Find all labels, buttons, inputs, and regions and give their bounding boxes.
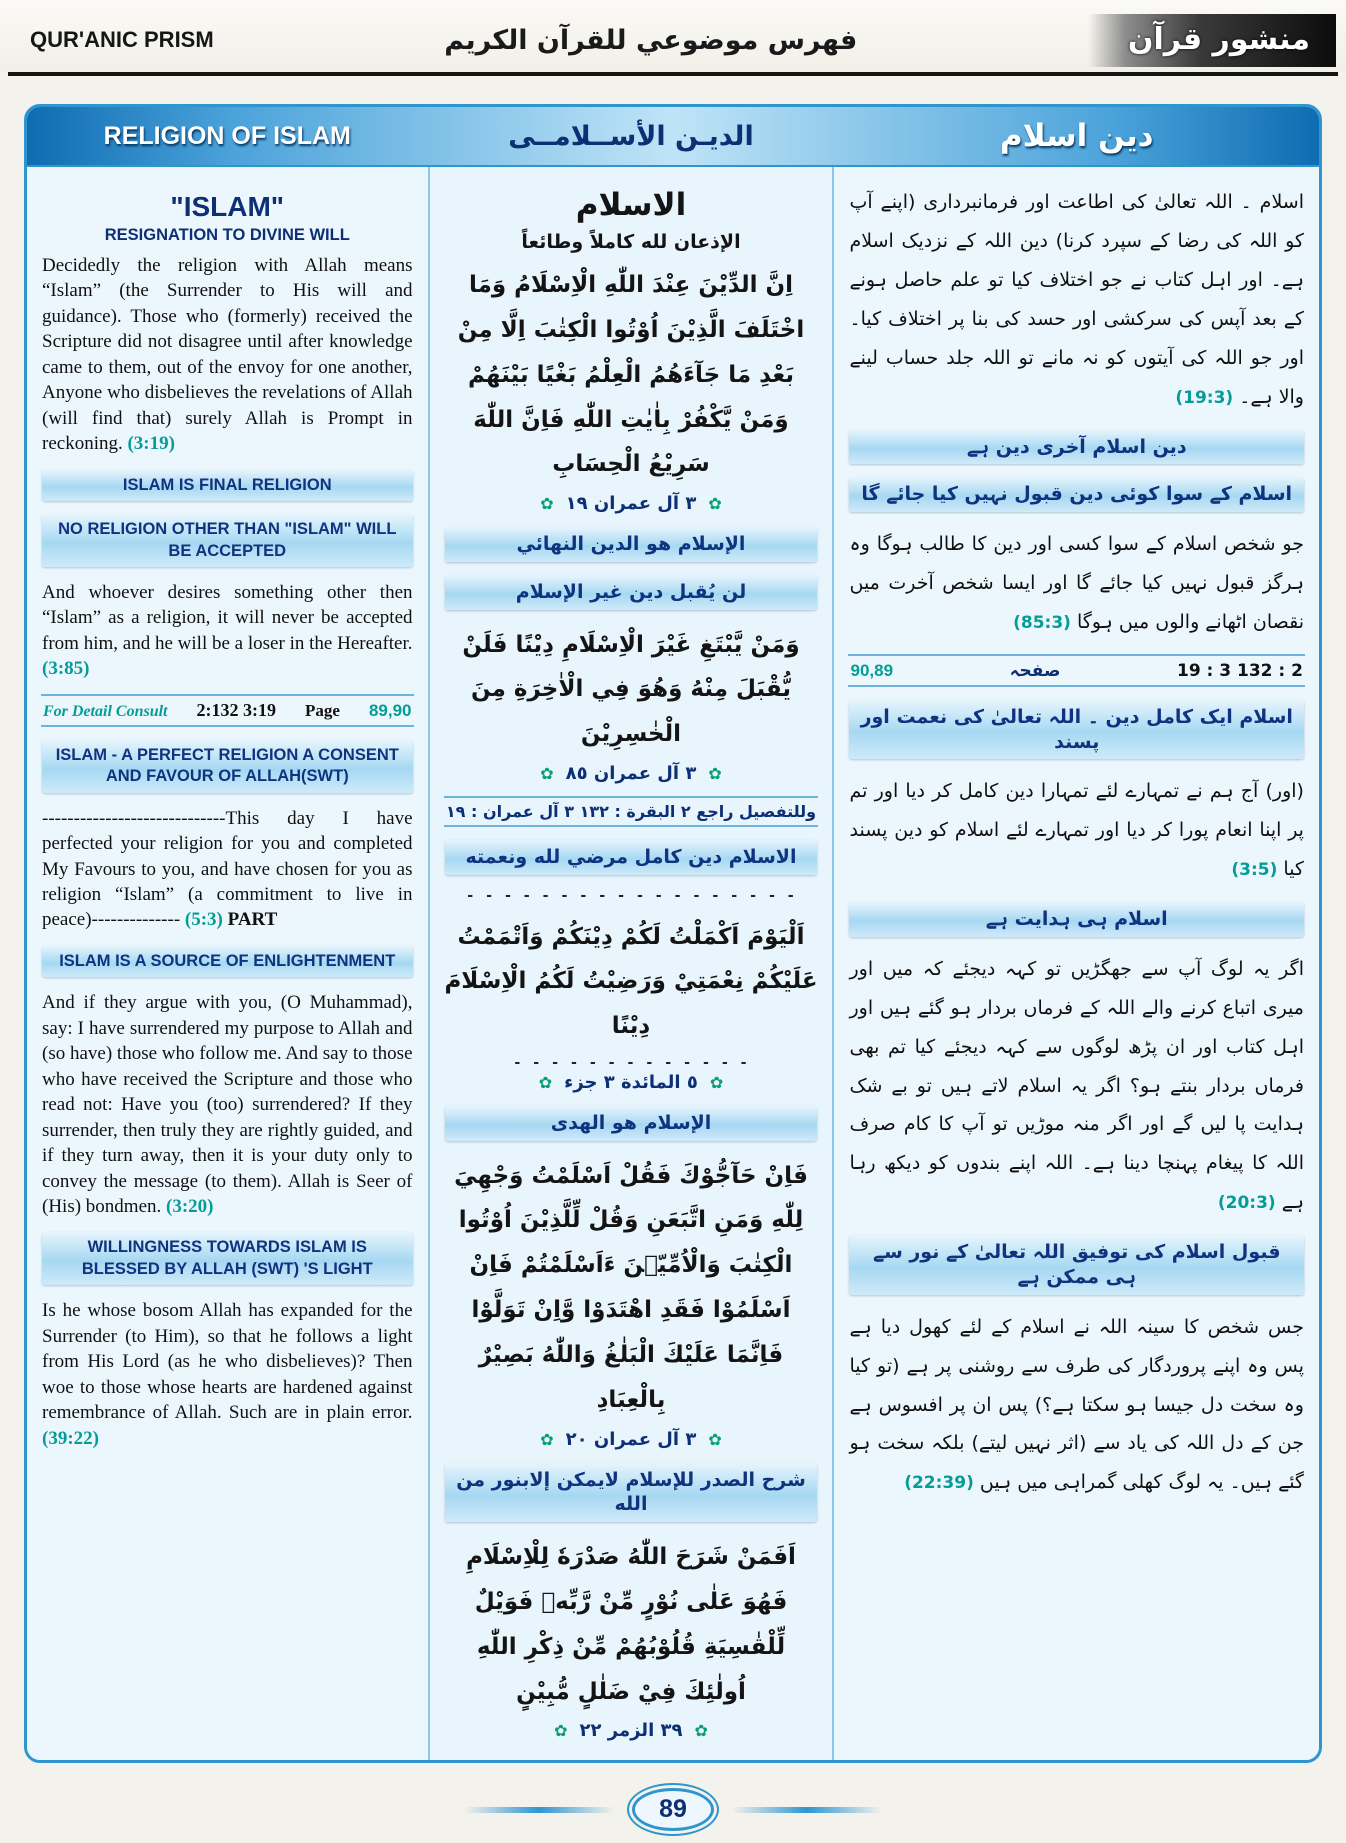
verse-citation: [444, 1072, 819, 1093]
verse-citation: [444, 1720, 819, 1741]
consult-refs: 2:132 3:19: [196, 699, 276, 720]
quran-verse: اَفَمَنْ شَرَحَ اللّٰهُ صَدْرَهٗ لِلْاِسْلَامِ فَهُوَ عَلٰى نُوْرٍ مِّنْ رَّبِّهٖ فَوَيْلٌ لِّلْقٰسِيَةِ قُلُوْبُهُمْ مِّنْ ذِكْرِ اللّٰهِ اُولٰئِكَ فِيْ ضَلٰلٍ مُّبِيْنٍ: [466, 1544, 796, 1705]
verse-citation: [444, 1429, 819, 1450]
paragraph-text: And whoever desires something other then “Islam” as a religion, it will never be accepted from him, and he will be a loser in the Hereafter.: [42, 581, 413, 654]
verse-reference: (3:20): [166, 1195, 214, 1217]
verse-reference: (3:85): [42, 658, 90, 680]
quran-verse: فَاِنْ حَآجُّوْكَ فَقُلْ اَسْلَمْتُ وَجْهِيَ لِلّٰهِ وَمَنِ اتَّبَعَنِ وَقُلْ لِّلَّذِيْنَ اُوْتُوا الْكِتٰبَ وَالْاُمِّيّٖنَ ءَاَسْلَمْتُمْ فَاِنْ اَسْلَمُوْا فَقَدِ اهْتَدَوْا وَّاِنْ تَوَلَّوْا فَاِنَّمَا عَلَيْكَ الْبَلٰغُ وَاللّٰهُ بَصِيْرٌ بِالْعِبَادِ: [454, 1162, 808, 1413]
footer-ornament-left: [464, 1807, 614, 1813]
book-title-english: QUR'ANIC PRISM: [30, 27, 214, 52]
topic-title-urdu: دین اسلام: [999, 118, 1154, 154]
paragraph-text: And if they argue with you, (O Muhammad), say: I have surrendered my purpose to Allah and (so have) those who follow me. And say to those who have received the Scripture and those who read not: Have you (too) surrendered? If they surrender, then truly they are rightly guided, and if they turn away, then it is your duty only to convey the message (to them). Allah is Seer of (His) bondmen.: [42, 992, 413, 1217]
section-banner: ISLAM - A PERFECT RELIGION A CONSENT AND FAVOUR OF ALLAH(SWT): [42, 740, 413, 793]
urdu-column: [834, 167, 1319, 1760]
verse-reference: (22:39): [904, 1473, 974, 1494]
english-paragraph: [42, 990, 413, 1219]
section-banner: دین اسلام آخری دین ہے: [849, 430, 1304, 465]
section-title-sub: الإذعان لله كاملاً وطائعاً: [521, 231, 741, 253]
verse-reference: (85:3): [1013, 612, 1071, 633]
flower-icon: ✿: [538, 1072, 553, 1092]
paragraph-text: -----------------------------This day I have perfected your religion for you and completed My Favours to you, and have chosen for you as religion “Islam” (a commitment to live in peace)--------------: [42, 807, 413, 931]
section-banner: اسلام کے سوا کوئی دین قبول نہیں کیا جائے گا: [849, 477, 1304, 512]
english-paragraph: [42, 253, 413, 457]
consult-pages: 90,89: [850, 660, 894, 680]
english-column: [27, 167, 428, 1760]
section-banner: اسلام ہی ہدایت ہے: [849, 902, 1304, 937]
urdu-paragraph: [849, 950, 1304, 1223]
verse-reference: (19:3): [1175, 387, 1234, 408]
page-number-badge: 89: [632, 1788, 714, 1831]
page-footer: [0, 1788, 1346, 1831]
citation-text: ٥ المائدة ٣ جزء: [564, 1071, 698, 1093]
flower-icon: ✿: [540, 1429, 554, 1449]
verse-citation: [444, 493, 819, 514]
section-banner: لن يُقبل دين غير الإسلام: [445, 575, 818, 610]
content-frame: [24, 104, 1322, 1763]
citation-text: ٣ آل عمران ١٩: [565, 493, 697, 515]
ellipsis-dashes: - - - - - - - - - - - - - - - - - -: [465, 887, 796, 904]
paragraph-text: Is he whose bosom Allah has expanded for the Surrender (to Him), so that he follows a light from His Lord (as he who disbelieves)? Then woe to those whose hearts are hardened against remembrance of Allah. Such are in plain error.: [42, 1300, 413, 1424]
flower-icon: ✿: [540, 764, 554, 784]
section-title-main: "ISLAM": [170, 191, 285, 222]
section-banner: شرح الصدر للإسلام لايمكن إلابنور من الله: [445, 1463, 818, 1522]
section-banner: الإسلام هو الدين النهائي: [445, 527, 818, 562]
topic-title-english: RELIGION OF ISLAM: [103, 121, 351, 150]
quran-verse: اِنَّ الدِّيْنَ عِنْدَ اللّٰهِ الْاِسْلَامُ وَمَا اخْتَلَفَ الَّذِيْنَ اُوْتُوا الْكِتٰبَ اِلَّا مِنْ بَعْدِ مَا جَآءَهُمُ الْعِلْمُ بَغْيًا بَيْنَهُمْ وَمَنْ يَّكْفُرْ بِاٰيٰتِ اللّٰهِ فَاِنَّ اللّٰهَ سَرِيْعُ الْحِسَابِ: [457, 272, 805, 478]
english-paragraph: [42, 580, 413, 682]
section-banner: قبول اسلام کی توفیق اللہ تعالیٰ کے نور سے ہی ممکن ہے: [849, 1235, 1304, 1294]
consult-reference-row-arabic: [444, 796, 819, 827]
verse-reference: (20:3): [1217, 1193, 1276, 1214]
section-banner: ISLAM IS FINAL RELIGION: [42, 470, 413, 501]
topic-title-arabic: الديـن الأســلامــى: [508, 120, 754, 152]
paragraph-text: (اور) آج ہم نے تمہارے لئے تمہارا دین کامل کر دیا اور تم پر اپنا انعام پورا کر دیا اور تمہارے لئے اسلام کو دین پسند کیا: [849, 780, 1304, 881]
section-title-english: [41, 191, 414, 245]
section-banner: الإسلام هو الهدى: [445, 1106, 818, 1141]
paragraph-text: جو شخص اسلام کے سوا کسی اور دین کا طالب ہوگا وہ ہرگز قبول نہیں کیا جائے گا اور ایسا شخص آخرت میں نقصان اٹھانے والوں میں ہوگا: [849, 533, 1304, 633]
urdu-paragraph: [849, 1308, 1304, 1503]
flower-icon: ✿: [694, 1721, 708, 1741]
flower-icon: ✿: [708, 1429, 722, 1449]
section-banner: ISLAM IS A SOURCE OF ENLIGHTENMENT: [42, 946, 413, 977]
consult-pages: 89,90: [368, 700, 412, 720]
urdu-paragraph: [849, 772, 1304, 889]
three-column-layout: [27, 167, 1319, 1760]
flower-icon: ✿: [708, 494, 722, 514]
consult-label: For Detail Consult: [43, 702, 168, 720]
part-note: PART: [227, 909, 278, 931]
consult-page-word: Page: [305, 700, 340, 720]
page-header: [0, 0, 1346, 72]
verse-reference: (5:3): [184, 909, 223, 931]
urdu-paragraph: [849, 525, 1304, 642]
citation-text: ٣٩ الزمر ٢٢: [579, 1720, 683, 1742]
citation-text: ٣ آل عمران ٨٥: [565, 763, 697, 785]
consult-page-word: صفحہ: [1009, 660, 1061, 681]
section-banner: NO RELIGION OTHER THAN "ISLAM" WILL BE ACCEPTED: [42, 514, 413, 567]
paragraph-text: اسلام ۔ اللہ تعالیٰ کی اطاعت اور فرمانبرداری (اپنے آپ کو اللہ کی رضا کے سپرد کرنا) دین اللہ کے نزدیک اسلام ہے۔ اور اہل کتاب نے جو اختلاف کیا تو علم حاصل ہونے کے بعد آپس کی سرکشی اور حسد کی بنا پر اختلاف کیا۔ اور جو اللہ کی آیتوں کو نہ مانے تو اللہ جلد حساب لینے والا ہے۔: [849, 191, 1304, 408]
arabic-column: [428, 167, 835, 1760]
main-topic-banner: [27, 107, 1319, 167]
flower-icon: ✿: [708, 764, 722, 784]
flower-icon: ✿: [540, 494, 554, 514]
english-paragraph: [42, 1298, 413, 1451]
quran-verse: وَمَنْ يَّبْتَغِ غَيْرَ الْاِسْلَامِ دِيْنًا فَلَنْ يُّقْبَلَ مِنْهُ وَهُوَ فِي الْاٰخِرَةِ مِنَ الْخٰسِرِيْنَ: [462, 631, 800, 748]
header-arabic-calligraphy: فهرس موضوعي للقرآن الكريم: [444, 24, 858, 56]
section-title-arabic: [444, 187, 819, 253]
section-title-main: الاسلام: [575, 187, 687, 223]
verse-reference: (3:5): [1231, 860, 1278, 881]
verse-reference: (3:19): [127, 433, 175, 455]
section-banner: الاسلام دين كامل مرضي لله ونعمته: [445, 840, 818, 875]
book-title-urdu: منشور قرآن: [1088, 14, 1336, 67]
consult-reference-row: [41, 694, 414, 727]
ellipsis-dashes: - - - - - - - - - - - - -: [513, 1055, 749, 1072]
flower-icon: ✿: [709, 1072, 724, 1092]
citation-text: ٣ آل عمران ٢٠: [565, 1428, 697, 1450]
flower-icon: ✿: [554, 1721, 568, 1741]
urdu-paragraph: [849, 183, 1304, 417]
header-divider: [8, 72, 1338, 76]
verse-reference: (39:22): [42, 1427, 99, 1449]
paragraph-text: جس شخص کا سینہ اللہ نے اسلام کے لئے کھول دیا ہے پس وہ اپنے پروردگار کی طرف سے روشنی پر ہے (تو کیا وہ سخت دل جیسا ہو سکتا ہے؟) پس ان پر افسوس ہے جن کے دل اللہ کی یاد سے (اثر نہیں لیتے) بلکہ سخت ہو گئے ہیں۔ یہ لوگ کھلی گمراہی میں ہیں: [849, 1315, 1304, 1494]
section-title-sub: RESIGNATION TO DIVINE WILL: [104, 226, 350, 244]
english-paragraph: [42, 806, 413, 933]
consult-reference-row-urdu: [848, 654, 1305, 687]
verse-citation: [444, 763, 819, 784]
section-banner: اسلام ایک کامل دین ۔ اللہ تعالیٰ کی نعمت اور پسند: [849, 700, 1304, 759]
consult-text-arabic: وللتفصيل راجع ٢ البقرة : ١٣٢ ٣ آل عمران : ١٩: [445, 802, 817, 822]
consult-refs: 19 : 3 132 : 2: [1176, 660, 1303, 681]
section-banner: WILLINGNESS TOWARDS ISLAM IS BLESSED BY ALLAH (SWT) 'S LIGHT: [42, 1232, 413, 1285]
paragraph-text: اگر یہ لوگ آپ سے جھگڑیں تو کہہ دیجئے کہ میں اور میری اتباع کرنے والے اللہ کے فرماں بردار ہو گئے ہیں اور اہل کتاب اور ان پڑھ لوگوں سے کہہ دیجئے کیا تم بھی فرماں بردار بنتے ہو؟ اگر یہ اسلام لاتے ہیں تو بے شک ہدایت پا لیں گے اور اگر منہ موڑیں تو آپ کا کام صرف اللہ کا پیغام پہنچا دینا ہے۔ اللہ اپنے بندوں کو دیکھ رہا ہے: [849, 957, 1304, 1214]
quran-verse: اَلْيَوْمَ اَكْمَلْتُ لَكُمْ دِيْنَكُمْ وَاَتْمَمْتُ عَلَيْكُمْ نِعْمَتِيْ وَرَضِيْتُ لَكُمُ الْاِسْلَامَ دِيْنًا: [444, 923, 818, 1040]
footer-ornament-right: [732, 1807, 882, 1813]
paragraph-text: Decidedly the religion with Allah means “Islam” (the Surrender to His will and guidance). Those who (formerly) received the Scripture did not disagree until after knowledge came to them, out of the envoy for one another, Anyone who disbelieves the revelations of Allah (will find that) surely Allah is Prompt in reckoning.: [42, 255, 413, 455]
